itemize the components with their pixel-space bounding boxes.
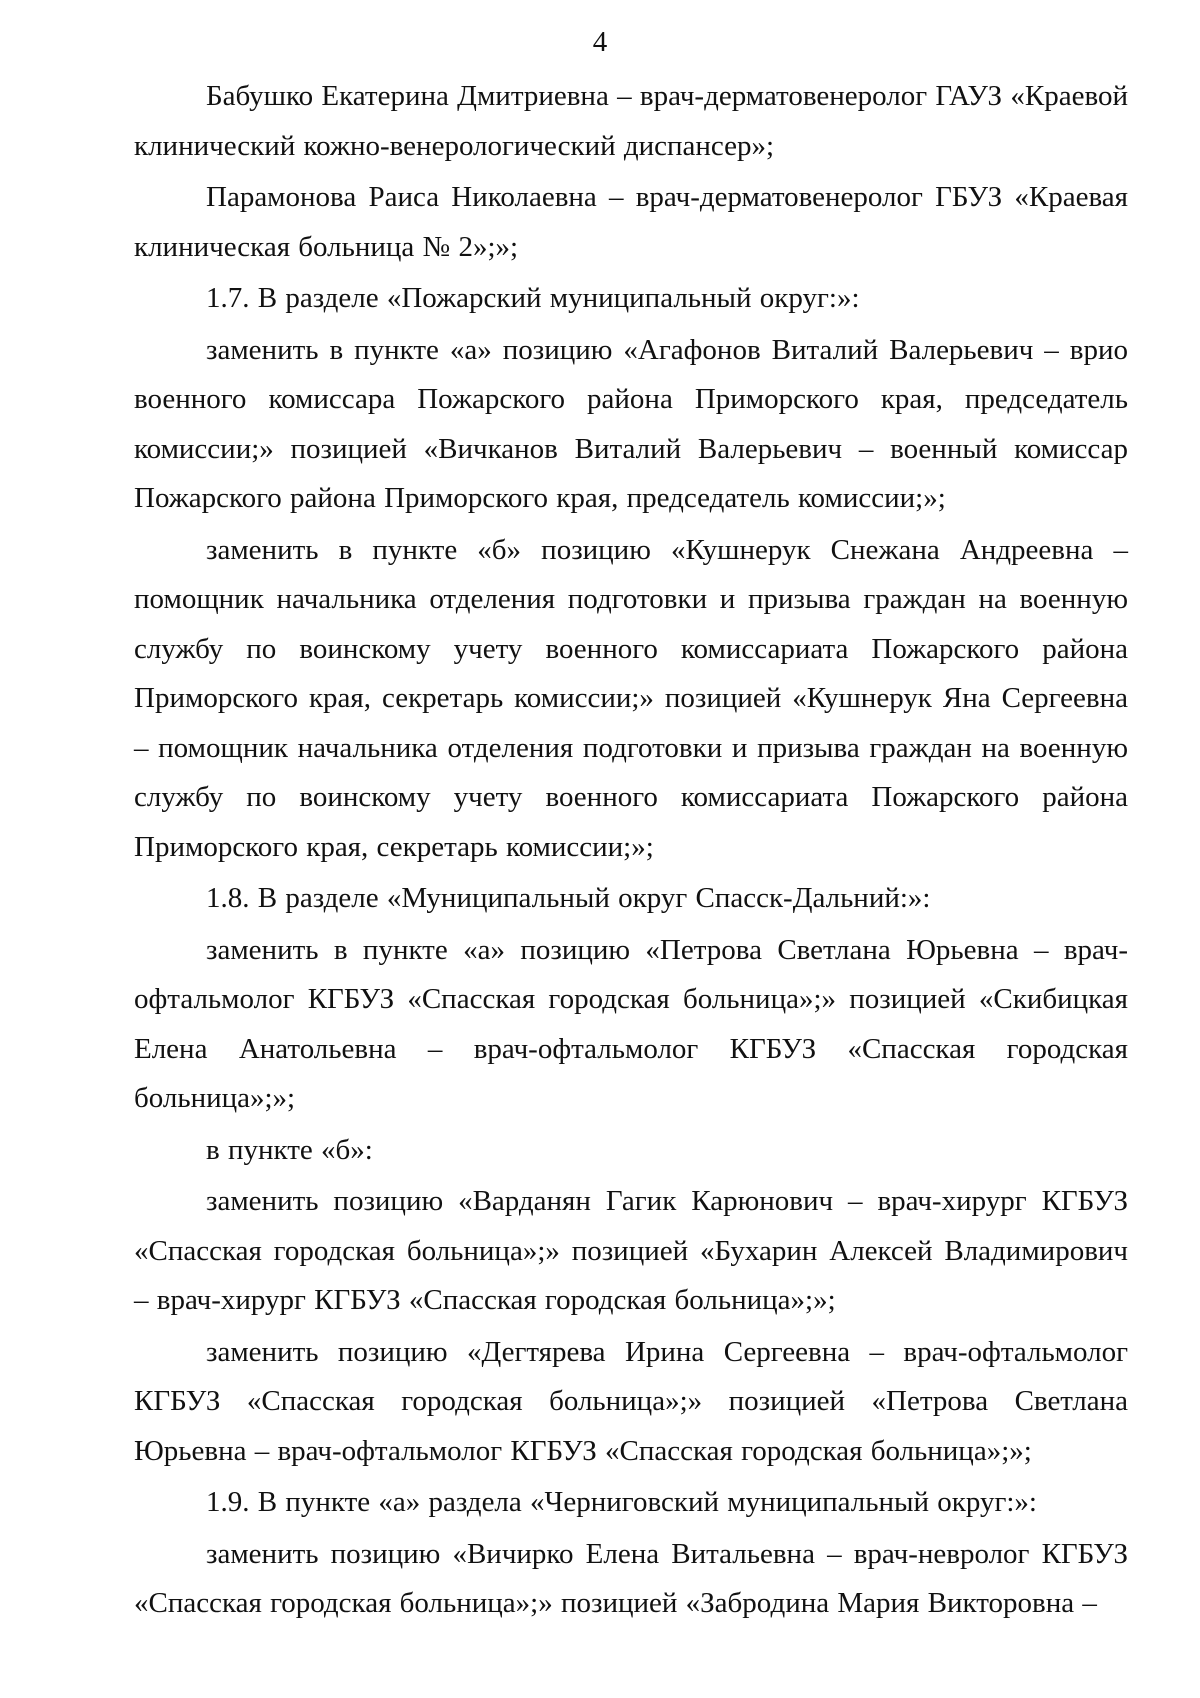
paragraph-replace-kushneruk: заменить в пункте «б» позицию «Кушнерук Снежана Андреевна – помощник начальника отделения подготовки и призыва граждан на военную службу по воинскому учету военного комиссариата Пожарского района Приморского края, секретарь комиссии;» позицией «Кушнерук Яна Сергеевна – помощник начальника отделения подготовки и призыва граждан на военную службу по воинскому учету военного комиссариата Пожарского района Приморского края, секретарь комиссии;»; [134, 533, 1128, 863]
paragraph-replace-degtyareva: заменить позицию «Дегтярева Ирина Сергеевна – врач-офтальмолог КГБУЗ «Спасская городская больница»;» позицией «Петрова Светлана Юрьевна – врач-офтальмолог КГБУЗ «Спасская городская больница»;»; [134, 1335, 1128, 1467]
paragraph-replace-vardanyan: заменить позицию «Варданян Гагик Карюнович – врач-хирург КГБУЗ «Спасская городская больница»;» позицией «Бухарин Алексей Владимирович – врач-хирург КГБУЗ «Спасская городская больница»;»; [134, 1185, 1128, 1316]
document-body [134, 72, 1128, 1629]
section-heading-1-9: 1.9. В пункте «а» раздела «Черниговский муниципальный округ:»: [206, 1486, 1037, 1518]
page-number: 4 [592, 26, 608, 58]
paragraph-replace-agafonov: заменить в пункте «а» позицию «Агафонов Виталий Валерьевич – врио военного комиссара Пожарского района Приморского края, председатель комиссии;» позицией «Вичканов Виталий Валерьевич – военный комиссар Пожарского района Приморского края, председатель комиссии;»; [134, 333, 1128, 514]
section-heading-1-7: 1.7. В разделе «Пожарский муниципальный округ:»: [206, 282, 860, 314]
paragraph-replace-petrova: заменить в пункте «а» позицию «Петрова Светлана Юрьевна – врач-офтальмолог КГБУЗ «Спасская городская больница»;» позицией «Скибицкая Елена Анатольевна – врач-офтальмолог КГБУЗ «Спасская городская больница»;»; [134, 933, 1128, 1114]
paragraph-point-b: в пункте «б»: [206, 1133, 373, 1166]
paragraph-replace-vichirko: заменить позицию «Вичирко Елена Витальевна – врач-невролог КГБУЗ «Спасская городская больница»;» позицией «Забродина Мария Викторовна – [134, 1537, 1128, 1619]
paragraph-babushko: Бабушко Екатерина Дмитриевна – врач-дерматовенеролог ГАУЗ «Краевой клинический кожно-венерологический диспансер»; [134, 80, 1128, 162]
section-heading-1-8: 1.8. В разделе «Муниципальный округ Спасск-Дальний:»: [206, 882, 931, 914]
paragraph-paramonova: Парамонова Раиса Николаевна – врач-дерматовенеролог ГБУЗ «Краевая клиническая больница № 2»;»; [134, 181, 1128, 263]
